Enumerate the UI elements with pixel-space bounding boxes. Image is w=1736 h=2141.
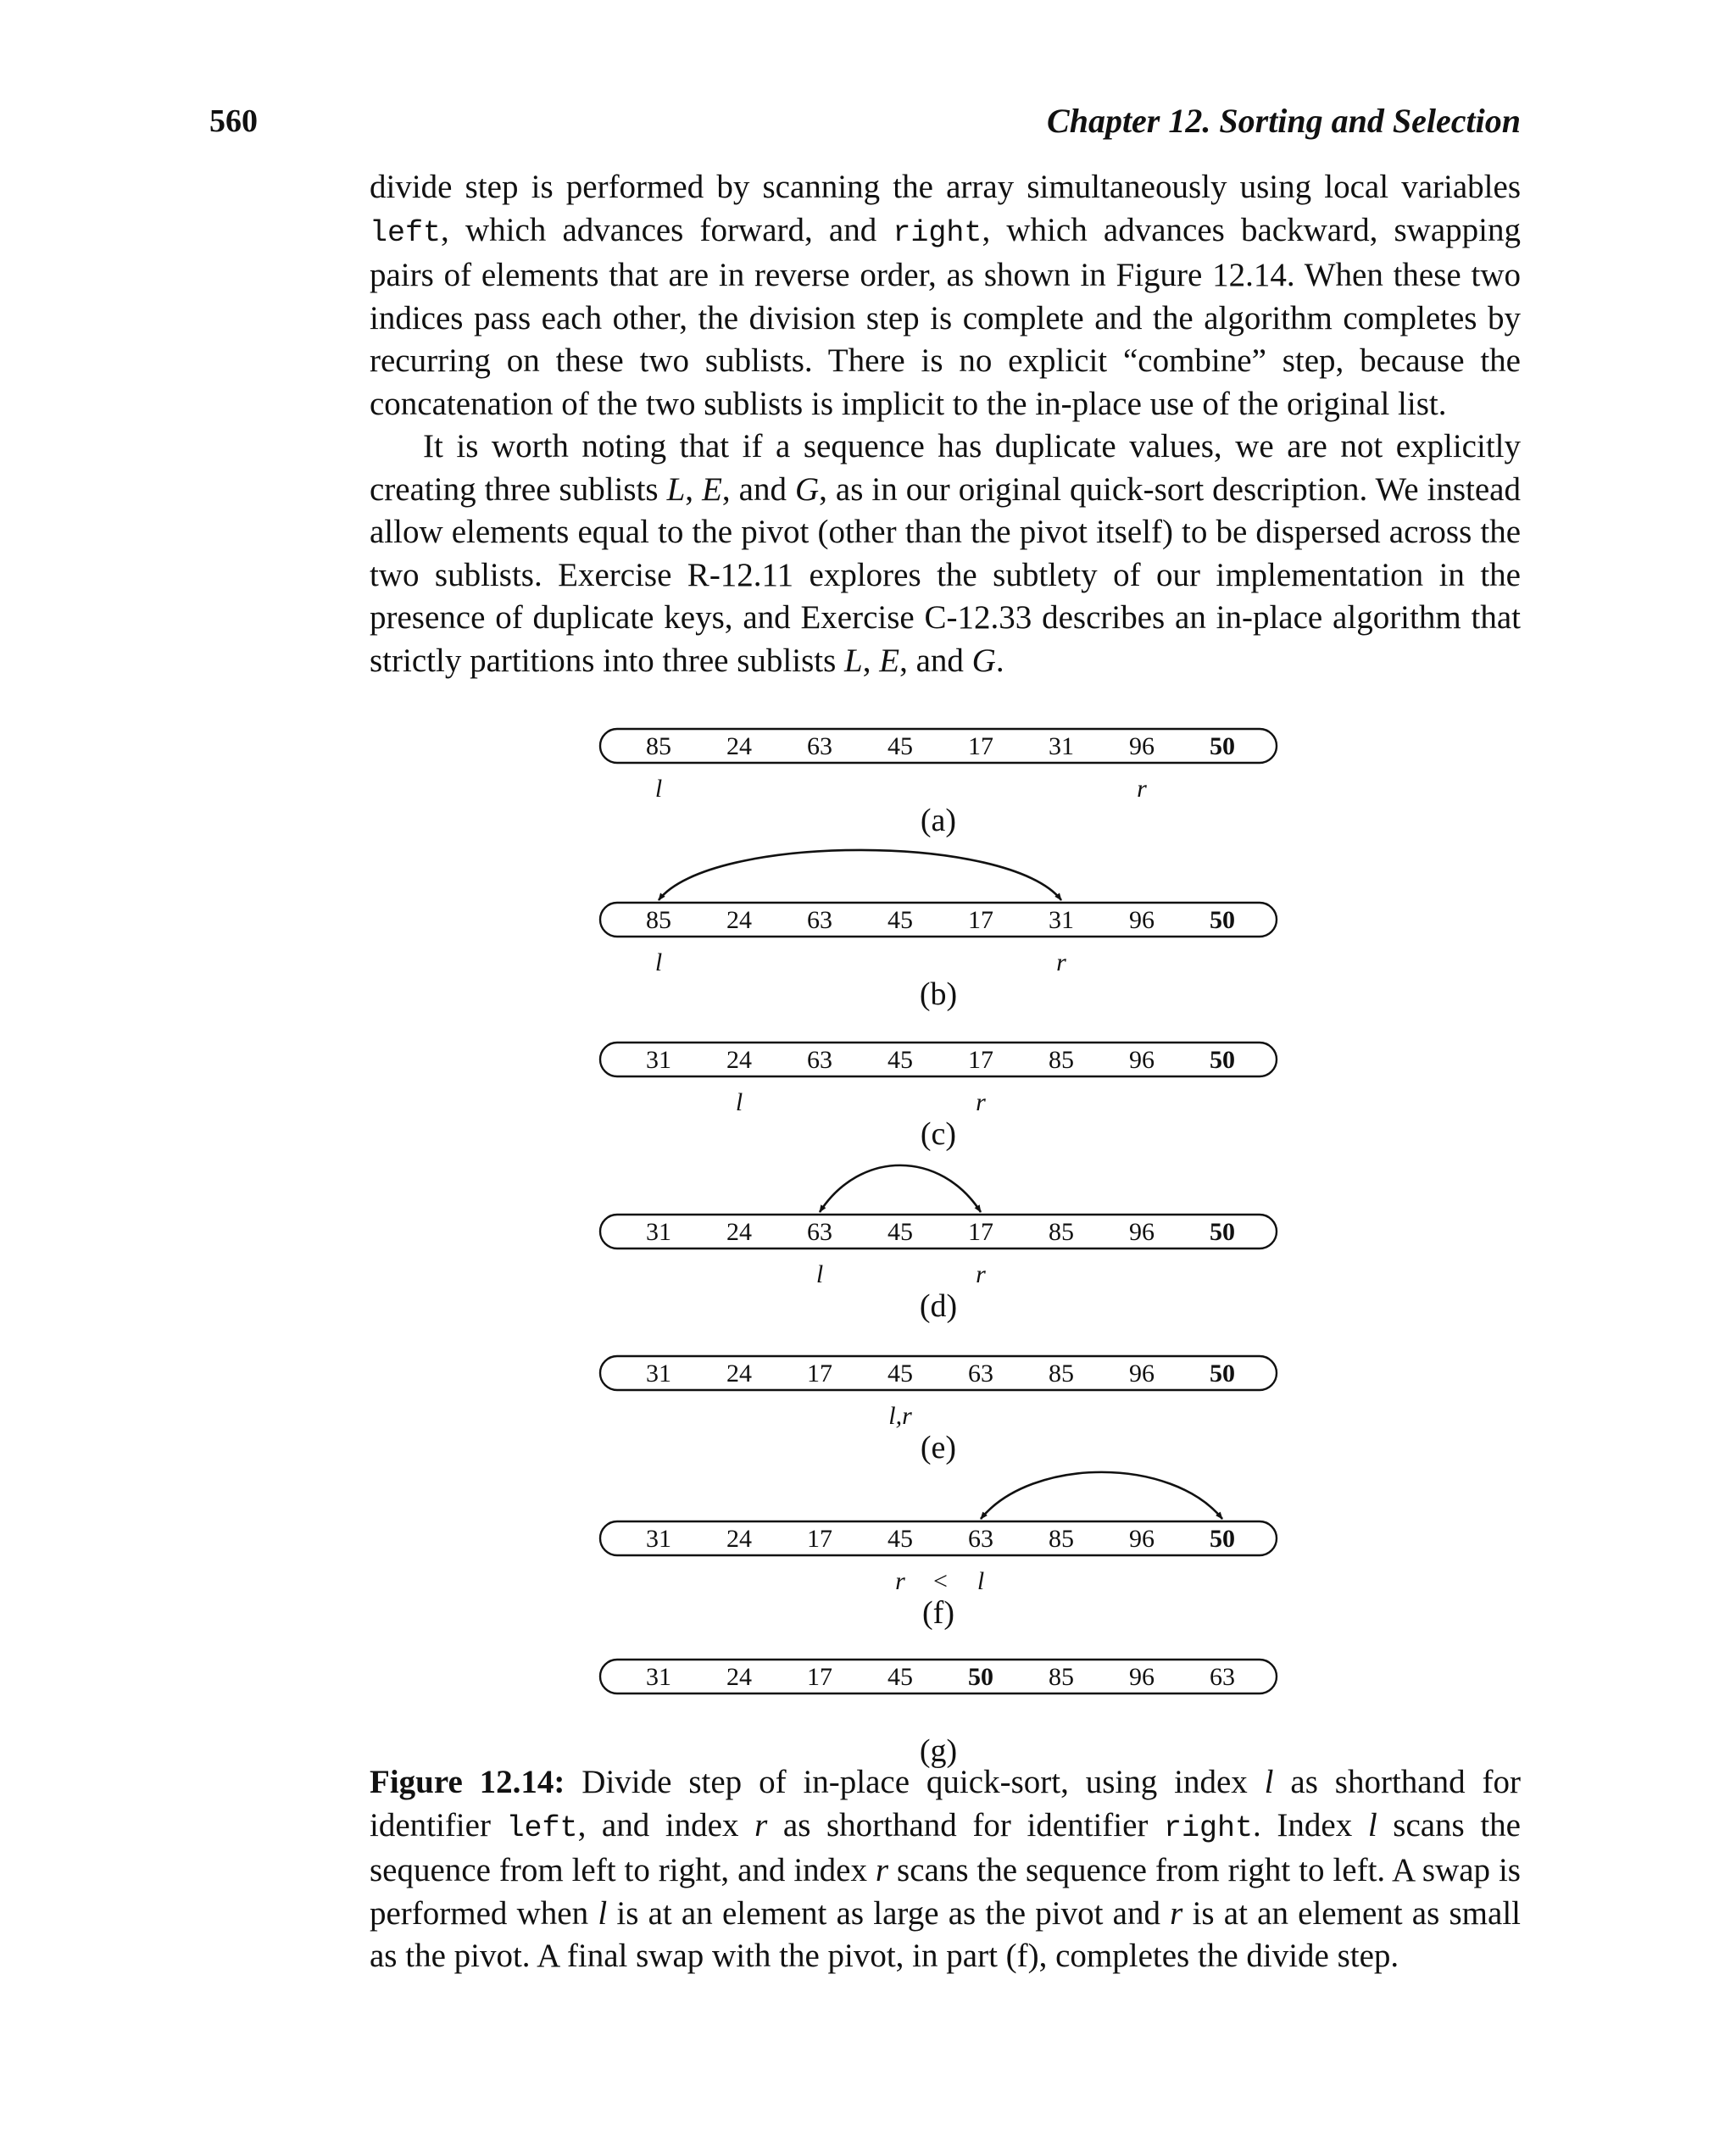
array-cell: 63 xyxy=(1210,1663,1235,1691)
array-cell: 63 xyxy=(807,1218,832,1246)
array-cell: 50 xyxy=(968,1663,993,1691)
array-cell: 96 xyxy=(1129,1360,1155,1387)
array-cell: 45 xyxy=(887,1525,913,1553)
array-cell: 85 xyxy=(1049,1663,1074,1691)
paragraph-1: divide step is performed by scanning the array simultaneously using local variables left, which advances forward, and right, which advances backward, swapping pairs of elements that are in reverse order, as shown in Figure 12.14. When these two indices pass each other, the division step is complete and the algorithm completes by recurring on these two sublists. There is no explicit “combine” step, because the concatenation of the two sublists is implicit to the in-place use of the original list. xyxy=(370,169,1521,422)
array-cell: 96 xyxy=(1129,906,1155,934)
array-cell: 50 xyxy=(1210,732,1235,760)
array-cell: 31 xyxy=(646,1525,671,1553)
array-cell: 63 xyxy=(807,732,832,760)
array-cell: 50 xyxy=(1210,906,1235,934)
array-cell: 50 xyxy=(1210,1360,1235,1387)
array-cell: 85 xyxy=(1049,1046,1074,1074)
index-marker: l xyxy=(654,948,663,976)
array-cell: 17 xyxy=(807,1525,832,1553)
array-cell: 96 xyxy=(1129,1525,1155,1553)
array-cell: 96 xyxy=(1129,1046,1155,1074)
row-label: (a) xyxy=(920,803,957,838)
index-marker: l xyxy=(976,1567,985,1595)
swap-arrow xyxy=(981,1472,1222,1519)
array-box-0 xyxy=(600,729,1277,763)
array-cell: 17 xyxy=(968,1218,993,1246)
array-cell: 17 xyxy=(968,906,993,934)
array-cell: 85 xyxy=(1049,1360,1074,1387)
array-cell: 96 xyxy=(1129,1218,1155,1246)
array-box-5 xyxy=(600,1521,1277,1555)
index-marker: r xyxy=(1056,948,1066,976)
figure-caption: Figure 12.14: Divide step of in-place quick-sort, using index l as shorthand for identifier left, and index r as shorthand for identifier right. Index l scans the sequence from left to right, and index r scans the sequence from right to left. A swap is performed when l is at an element as large as the pivot and r is at an element as small as the pivot. A final swap with the pivot, in part (f), completes the divide step. xyxy=(370,1764,1521,1974)
index-marker: r xyxy=(895,1567,905,1595)
array-cell: 17 xyxy=(968,1046,993,1074)
array-box-3 xyxy=(600,1215,1277,1248)
array-box-4 xyxy=(600,1356,1277,1390)
row-label: (e) xyxy=(920,1430,957,1465)
index-marker: l xyxy=(815,1260,824,1288)
array-cell: 85 xyxy=(646,732,671,760)
array-box-6 xyxy=(600,1660,1277,1693)
array-cell: 45 xyxy=(887,1663,913,1691)
array-cell: 17 xyxy=(807,1360,832,1387)
array-cell: 31 xyxy=(646,1218,671,1246)
array-cell: 85 xyxy=(1049,1218,1074,1246)
array-cell: 24 xyxy=(726,1218,752,1246)
array-cell: 63 xyxy=(807,1046,832,1074)
row-label: (b) xyxy=(919,976,958,1012)
index-marker: l xyxy=(735,1088,743,1116)
array-cell: 85 xyxy=(646,906,671,934)
array-cell: 50 xyxy=(1210,1525,1235,1553)
array-cell: 24 xyxy=(726,1663,752,1691)
index-marker: r xyxy=(976,1088,986,1116)
index-marker: r xyxy=(1137,775,1147,803)
array-cell: 45 xyxy=(887,732,913,760)
array-cell: 45 xyxy=(887,1046,913,1074)
paragraph-2: It is worth noting that if a sequence has duplicate values, we are not explicitly creating three sublists L, E, and G, as in our original quick-sort description. We instead allow elements equal to the pivot (other than the pivot itself) to be dispersed across the two sublists. Exercise R-12.11 explores the subtlety of our implementation in the presence of duplicate keys, and Exercise C-12.33 describes an in-place algorithm that strictly partitions into three sublists L, E, and G. xyxy=(370,428,1521,679)
array-cell: 31 xyxy=(646,1046,671,1074)
array-cell: 24 xyxy=(726,1046,752,1074)
array-cell: 45 xyxy=(887,1360,913,1387)
array-cell: 17 xyxy=(968,732,993,760)
array-cell: 45 xyxy=(887,906,913,934)
array-cell: 63 xyxy=(968,1525,993,1553)
array-cell: 17 xyxy=(807,1663,832,1691)
running-head: Chapter 12. Sorting and Selection xyxy=(1047,102,1521,140)
array-cell: 63 xyxy=(968,1360,993,1387)
caption-label: Figure 12.14: xyxy=(370,1764,565,1800)
array-box-2 xyxy=(600,1043,1277,1076)
array-cell: 50 xyxy=(1210,1218,1235,1246)
row-label: (f) xyxy=(922,1595,954,1631)
array-box-1 xyxy=(600,903,1277,937)
row-label: (g) xyxy=(919,1733,958,1769)
swap-arrow xyxy=(820,1165,981,1212)
array-cell: 45 xyxy=(887,1218,913,1246)
array-cell: 63 xyxy=(807,906,832,934)
swap-arrow xyxy=(659,850,1061,900)
array-cell: 96 xyxy=(1129,732,1155,760)
array-cell: 24 xyxy=(726,906,752,934)
row-label: (c) xyxy=(920,1116,957,1152)
array-cell: 24 xyxy=(726,1360,752,1387)
array-cell: 24 xyxy=(726,732,752,760)
index-marker: < xyxy=(933,1567,948,1595)
index-marker: l xyxy=(654,775,663,803)
array-cell: 31 xyxy=(1049,732,1074,760)
code-left: left xyxy=(370,215,442,250)
array-cell: 85 xyxy=(1049,1525,1074,1553)
array-cell: 24 xyxy=(726,1525,752,1553)
index-marker: r xyxy=(976,1260,986,1288)
array-cell: 31 xyxy=(1049,906,1074,934)
row-label: (d) xyxy=(919,1288,958,1324)
page-number: 560 xyxy=(209,103,258,139)
array-cell: 31 xyxy=(646,1663,671,1691)
array-cell: 31 xyxy=(646,1360,671,1387)
index-marker: l,r xyxy=(888,1402,912,1430)
array-cell: 96 xyxy=(1129,1663,1155,1691)
code-right: right xyxy=(893,215,982,250)
array-cell: 50 xyxy=(1210,1046,1235,1074)
